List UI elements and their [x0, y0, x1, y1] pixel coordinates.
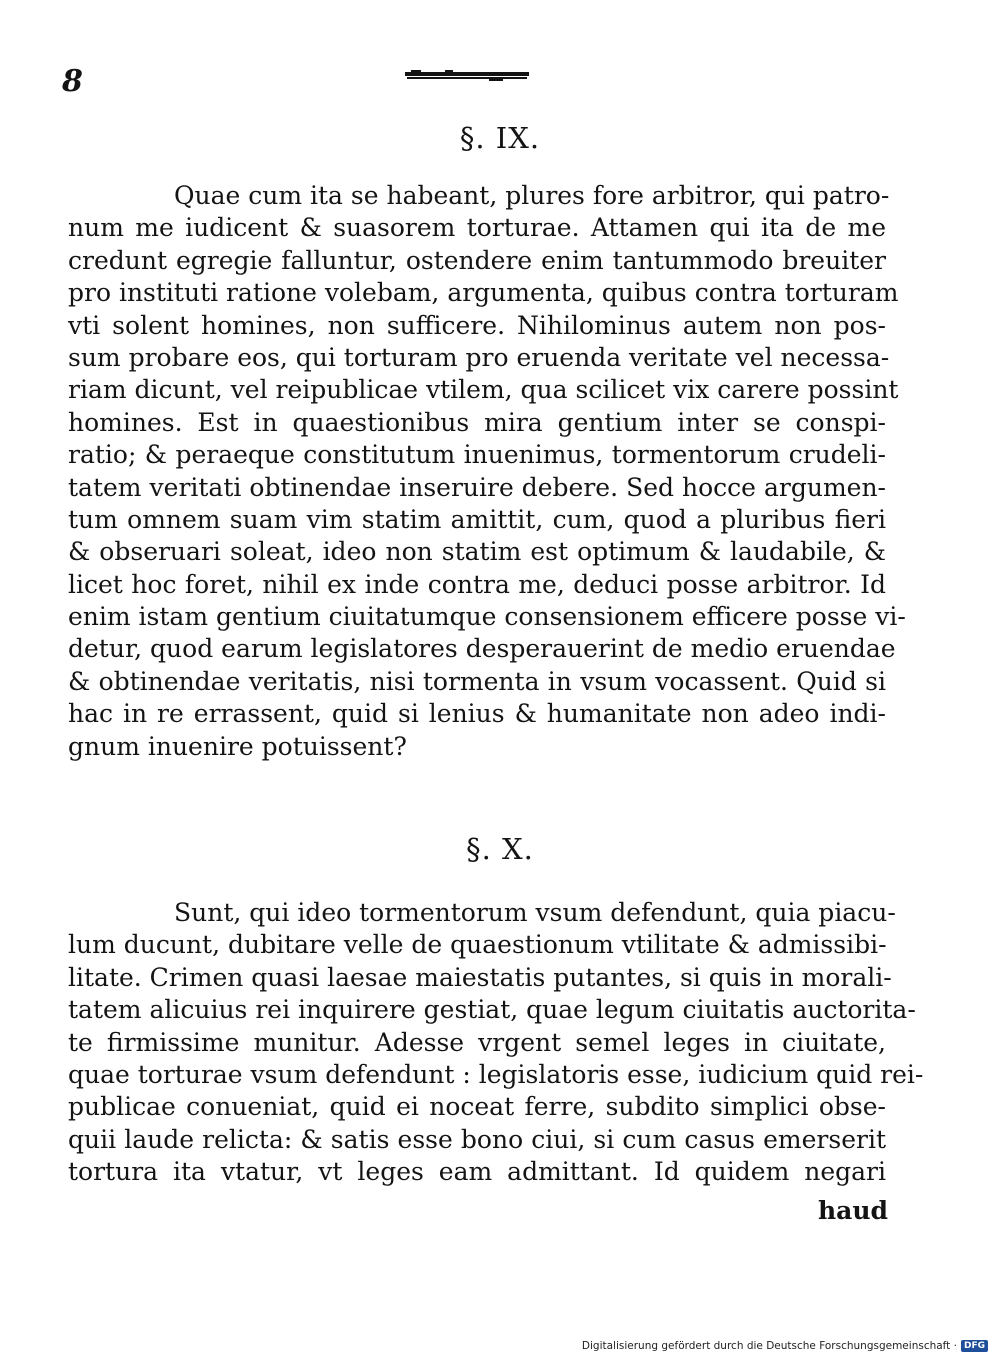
catchword: haud	[817, 1196, 888, 1225]
dfg-logo-icon: DFG	[961, 1340, 988, 1352]
header-ornament	[405, 69, 529, 83]
text-line: tum omnem suam vim statim amittit, cum, quod a pluribus fieri	[68, 504, 886, 534]
text-line: & obseruari soleat, ideo non statim est optimum & laudabile, &	[68, 537, 886, 567]
text-line: litate. Crimen quasi laesae maiestatis putantes, si quis in morali-	[68, 962, 892, 992]
text-line: quae torturae vsum defendunt : legislatoris esse, iudicium quid rei-	[68, 1059, 924, 1089]
text-line: gnum inuenire potuissent?	[68, 731, 407, 761]
section-heading-x: §. X.	[466, 832, 534, 866]
text-line: homines. Est in quaestionibus mira gentium inter se conspi-	[68, 407, 886, 437]
text-line: tatem veritati obtinendae inseruire debere. Sed hocce argumen-	[68, 472, 886, 502]
text-line: quii laude relicta: & satis esse bono ciui, si cum casus emerserit	[68, 1124, 886, 1154]
text-line: sum probare eos, qui torturam pro eruenda veritate vel necessa-	[68, 342, 890, 372]
text-line: te firmissime munitur. Adesse vrgent semel leges in ciuitate,	[68, 1027, 886, 1057]
section-x-text	[68, 897, 924, 1189]
text-line: Sunt, qui ideo tormentorum vsum defendunt, quia piacu-	[174, 898, 896, 927]
page-number: 8	[62, 64, 83, 99]
text-line: credunt egregie falluntur, ostendere enim tantummodo breuiter	[68, 245, 886, 275]
text-line: & obtinendae veritatis, nisi tormenta in vsum vocassent. Quid si	[68, 666, 886, 696]
section-ix-text	[68, 180, 906, 763]
text-line: hac in re errassent, quid si lenius & humanitate non adeo indi-	[68, 699, 886, 729]
section-heading-ix: §. IX.	[459, 121, 541, 155]
text-line: licet hoc foret, nihil ex inde contra me, deduci posse arbitror. Id	[68, 569, 886, 599]
text-line: lum ducunt, dubitare velle de quaestionum vtilitate & admissibi-	[68, 930, 887, 960]
text-line: tatem alicuius rei inquirere gestiat, quae legum ciuitatis auctorita-	[68, 995, 916, 1025]
text-line: enim istam gentium ciuitatumque consensionem efficere posse vi-	[68, 602, 906, 632]
text-line: num me iudicent & suasorem torturae. Attamen qui ita de me	[68, 213, 886, 243]
text-line: detur, quod earum legislatores desperauerint de medio eruendae	[68, 634, 896, 664]
text-line: pro instituti ratione volebam, argumenta, quibus contra torturam	[68, 278, 899, 308]
footer-credit-text: Digitalisierung gefördert durch die Deutsche Forschungsgemeinschaft ·	[581, 1340, 957, 1352]
text-line: Quae cum ita se habeant, plures fore arbitror, qui patro-	[174, 181, 890, 210]
text-line: publicae conueniat, quid ei noceat ferre, subdito simplici obse-	[68, 1092, 886, 1122]
text-line: vti solent homines, non sufficere. Nihilominus autem non pos-	[68, 310, 886, 340]
text-line: tortura ita vtatur, vt leges eam admittant. Id quidem negari	[68, 1157, 886, 1187]
text-line: ratio; & peraeque constitutum inuenimus, tormentorum crudeli-	[68, 440, 886, 470]
text-line: riam dicunt, vel reipublicae vtilem, qua scilicet vix carere possint	[68, 375, 899, 405]
footer-credit	[582, 1340, 988, 1352]
